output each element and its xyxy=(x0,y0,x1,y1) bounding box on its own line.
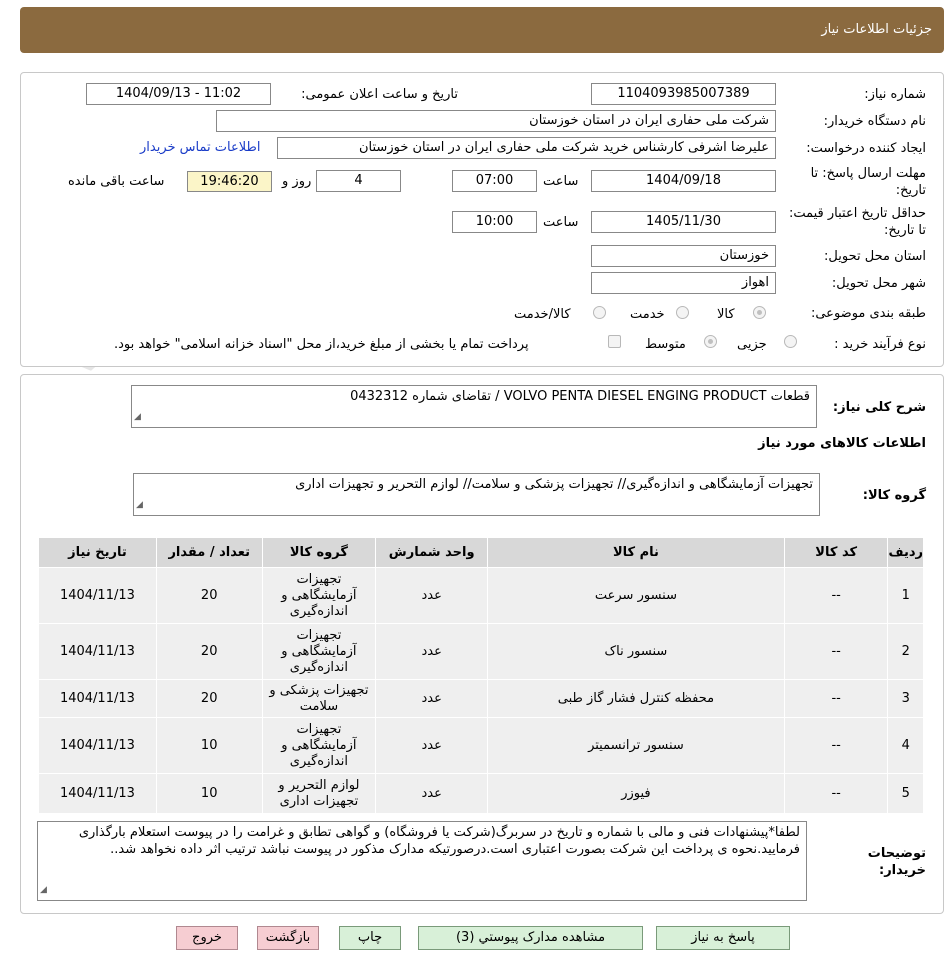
city-field: اهواز xyxy=(591,272,776,294)
validity-label: حداقل تاریخ اعتبار قیمت: تا تاریخ: xyxy=(788,206,926,238)
buyer-org-label: نام دستگاه خریدار: xyxy=(823,114,926,129)
cell-date: 1404/11/13 xyxy=(39,680,157,718)
cell-code: -- xyxy=(784,680,888,718)
need-number-field: 1104093985007389 xyxy=(591,83,776,105)
process-option-medium: متوسط xyxy=(645,337,686,352)
col-header-row: ردیف xyxy=(888,538,924,568)
col-header-qty: تعداد / مقدار xyxy=(156,538,262,568)
table-row xyxy=(39,624,924,680)
reply-button[interactable]: پاسخ به نیاز xyxy=(656,926,790,950)
need-summary-text: قطعات VOLVO PENTA DIESEL ENGING PRODUCT / تقاضای شماره 0432312 xyxy=(350,389,810,404)
buyer-notes-label: توضیحات خریدار: xyxy=(867,846,926,878)
cell-name: محفظه کنترل فشار گاز طبی xyxy=(488,680,785,718)
cell-code: -- xyxy=(784,718,888,774)
buyer-notes-text: لطفا*پیشنهادات فنی و مالی با شماره و تاریخ در سربرگ(شرکت یا فروشگاه) و گواهی تطابق و غرامت را در پیوست استعلام بارگذاری فرمایید.نحوه ی پرداخت این شرکت بصورت اعتباری است.درصورتیکه مدارک مذکور در پیوست نباشد ترتیب اثر داده نخواهد شد.. xyxy=(78,825,800,857)
cell-date: 1404/11/13 xyxy=(39,774,157,814)
cell-unit: عدد xyxy=(376,774,488,814)
city-label: شهر محل تحویل: xyxy=(831,276,926,291)
page-title: جزئیات اطلاعات نیاز xyxy=(821,22,932,37)
treasury-payment-note: پرداخت تمام یا بخشی از مبلغ خرید،از محل "اسناد خزانه اسلامی" خواهد بود. xyxy=(114,337,529,352)
process-radio-medium[interactable] xyxy=(704,335,717,348)
cell-unit: عدد xyxy=(376,718,488,774)
cell-group: تجهیزات پزشکی و سلامت xyxy=(262,680,376,718)
table-row xyxy=(39,718,924,774)
items-table xyxy=(38,537,924,814)
province-label: استان محل تحویل: xyxy=(824,249,926,264)
process-radio-minor[interactable] xyxy=(784,335,797,348)
announce-label: تاریخ و ساعت اعلان عمومی: xyxy=(301,87,458,102)
need-summary-field xyxy=(131,385,817,428)
back-button[interactable]: بازگشت xyxy=(257,926,319,950)
cell-unit: عدد xyxy=(376,680,488,718)
validity-time-field: 10:00 xyxy=(452,211,537,233)
cell-row: 2 xyxy=(888,624,924,680)
cell-name: فیوزر xyxy=(488,774,785,814)
cell-unit: عدد xyxy=(376,568,488,624)
requester-label: ایجاد کننده درخواست: xyxy=(806,141,926,156)
cell-row: 1 xyxy=(888,568,924,624)
goods-group-text: تجهیزات آزمایشگاهی و اندازه‌گیری// تجهیزات پزشکی و سلامت// لوازم التحریر و تجهیزات اداری xyxy=(295,477,813,492)
goods-group-label: گروه کالا: xyxy=(862,488,926,503)
cell-qty: 20 xyxy=(156,624,262,680)
cell-date: 1404/11/13 xyxy=(39,568,157,624)
cell-qty: 20 xyxy=(156,680,262,718)
process-option-minor: جزیی xyxy=(737,337,767,352)
contact-info-link[interactable]: اطلاعات تماس خریدار xyxy=(140,140,261,155)
goods-group-field xyxy=(133,473,820,516)
cell-name: سنسور سرعت xyxy=(488,568,785,624)
cell-row: 3 xyxy=(888,680,924,718)
cell-group: تجهیزات آزمایشگاهی و اندازه‌گیری xyxy=(262,568,376,624)
resize-handle-icon[interactable]: ◢ xyxy=(134,412,141,422)
deadline-date-field: 1404/09/18 xyxy=(591,170,776,192)
category-option-goods-service: کالا/خدمت xyxy=(514,307,571,322)
cell-group: تجهیزات آزمایشگاهی و اندازه‌گیری xyxy=(262,718,376,774)
need-number-label: شماره نیاز: xyxy=(864,87,926,102)
cell-row: 5 xyxy=(888,774,924,814)
province-field: خوزستان xyxy=(591,245,776,267)
attachments-button[interactable]: مشاهده مدارک پیوستي (3) xyxy=(418,926,643,950)
requester-field: علیرضا اشرفی کارشناس خرید شرکت ملی حفاری ایران در استان خوزستان xyxy=(277,137,776,159)
table-header-row xyxy=(39,538,924,568)
remaining-label: ساعت باقی مانده xyxy=(68,174,165,189)
goods-info-title: اطلاعات کالاهای مورد نیاز xyxy=(758,436,926,451)
category-radio-goods-service[interactable] xyxy=(593,306,606,319)
buyer-notes-field xyxy=(37,821,807,901)
cell-group: تجهیزات آزمایشگاهی و اندازه‌گیری xyxy=(262,624,376,680)
cell-row: 4 xyxy=(888,718,924,774)
category-radio-goods[interactable] xyxy=(753,306,766,319)
cell-qty: 20 xyxy=(156,568,262,624)
exit-button[interactable]: خروج xyxy=(176,926,238,950)
cell-code: -- xyxy=(784,624,888,680)
col-header-name: نام کالا xyxy=(488,538,785,568)
col-header-unit: واحد شمارش xyxy=(376,538,488,568)
table-row xyxy=(39,680,924,718)
category-label: طبقه بندی موضوعی: xyxy=(810,306,926,321)
validity-time-label: ساعت xyxy=(543,215,579,230)
treasury-payment-checkbox[interactable] xyxy=(608,335,621,348)
table-row xyxy=(39,774,924,814)
cell-group: لوازم التحریر و تجهیزات اداری xyxy=(262,774,376,814)
category-option-service: خدمت xyxy=(630,307,665,322)
cell-date: 1404/11/13 xyxy=(39,624,157,680)
resize-handle-icon[interactable]: ◢ xyxy=(40,885,47,895)
cell-unit: عدد xyxy=(376,624,488,680)
category-radio-service[interactable] xyxy=(676,306,689,319)
cell-qty: 10 xyxy=(156,718,262,774)
col-header-group: گروه کالا xyxy=(262,538,376,568)
cell-code: -- xyxy=(784,568,888,624)
buyer-org-field: شرکت ملی حفاری ایران در استان خوزستان xyxy=(216,110,776,132)
resize-handle-icon[interactable]: ◢ xyxy=(136,500,143,510)
col-header-code: کد کالا xyxy=(784,538,888,568)
print-button[interactable]: چاپ xyxy=(339,926,401,950)
col-header-date: تاریخ نیاز xyxy=(39,538,157,568)
table-row xyxy=(39,568,924,624)
cell-code: -- xyxy=(784,774,888,814)
deadline-label: مهلت ارسال پاسخ: تا تاریخ: xyxy=(810,166,926,198)
cell-name: سنسور ناک xyxy=(488,624,785,680)
remaining-time-field: 19:46:20 xyxy=(187,171,272,192)
announce-field: 1404/09/13 - 11:02 xyxy=(86,83,271,105)
cell-date: 1404/11/13 xyxy=(39,718,157,774)
cell-name: سنسور ترانسمیتر xyxy=(488,718,785,774)
cell-qty: 10 xyxy=(156,774,262,814)
days-label: روز و xyxy=(282,174,312,189)
page-header xyxy=(20,7,944,53)
need-summary-label: شرح کلی نیاز: xyxy=(832,400,926,415)
category-option-goods: کالا xyxy=(717,307,735,322)
process-label: نوع فرآیند خرید : xyxy=(834,337,926,352)
validity-date-field: 1405/11/30 xyxy=(591,211,776,233)
deadline-time-field: 07:00 xyxy=(452,170,537,192)
days-field: 4 xyxy=(316,170,401,192)
deadline-time-label: ساعت xyxy=(543,174,579,189)
